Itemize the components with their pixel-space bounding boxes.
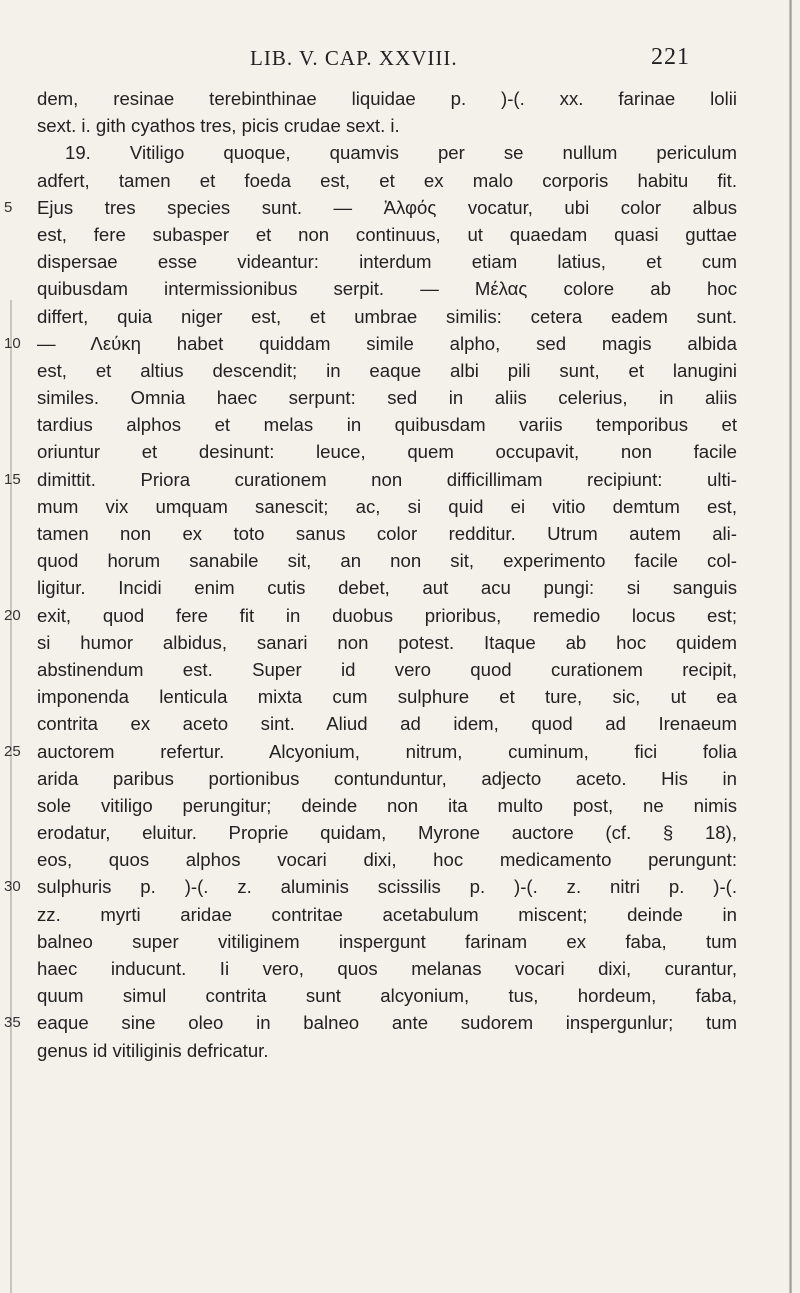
line-text: zz. myrti aridae contritae acetabulum miscent; deinde in bbox=[37, 903, 737, 925]
line-text: contrita ex aceto sint. Aliud ad idem, quod ad Irenaeum bbox=[37, 713, 737, 735]
text-line bbox=[4, 873, 737, 900]
line-text: eos, quos alphos vocari dixi, hoc medicamento perungunt: bbox=[37, 849, 737, 871]
text-line bbox=[37, 384, 737, 411]
text-line bbox=[37, 955, 737, 982]
line-text: dispersae esse videantur: interdum etiam latius, et cum bbox=[37, 251, 737, 273]
line-text: dem, resinae terebinthinae liquidae p. )-(. xx. farinae lolii bbox=[37, 88, 737, 109]
line-text: haec inducunt. Ii vero, quos melanas vocari dixi, curantur, bbox=[37, 958, 737, 979]
text-line bbox=[37, 1037, 737, 1064]
line-text: exit, quod fere fit in duobus prioribus, remedio locus est; bbox=[37, 604, 737, 626]
line-text: sole vitiligo perungitur; deinde non ita multo post, ne nimis bbox=[37, 794, 737, 816]
line-text: quibusdam intermissionibus serpit. — Μέλας colore ab hoc bbox=[37, 278, 737, 300]
line-text: ligitur. Incidi enim cutis debet, aut acu pungi: si sanguis bbox=[37, 577, 737, 599]
text-line bbox=[37, 221, 737, 248]
line-text: eaque sine oleo in balneo ante sudorem inspergunlur; tum bbox=[37, 1012, 737, 1034]
text-line bbox=[37, 901, 737, 928]
line-text: dimittit. Priora curationem non difficillimam recipiunt: ulti- bbox=[37, 468, 737, 490]
margin-line-number: 10 bbox=[4, 334, 21, 352]
line-text: differt, quia niger est, et umbrae similis: cetera eadem sunt. bbox=[37, 305, 737, 327]
line-text: est, et altius descendit; in eaque albi pili sunt, et lanugini bbox=[37, 359, 737, 381]
page-number: 221 bbox=[651, 44, 690, 70]
text-line bbox=[37, 520, 737, 547]
text-line bbox=[37, 357, 737, 384]
line-text: oriuntur et desinunt: leuce, quem occupavit, non facile bbox=[37, 441, 737, 463]
text-line bbox=[37, 846, 737, 873]
margin-line-number: 5 bbox=[4, 198, 13, 216]
line-text: sext. i. gith cyathos tres, picis crudae sext. i. bbox=[37, 115, 400, 137]
page-edge-shadow bbox=[789, 0, 792, 1293]
text-line bbox=[37, 493, 737, 520]
line-text: tamen non ex toto sanus color redditur. Utrum autem ali- bbox=[37, 523, 737, 544]
text-line bbox=[37, 792, 737, 819]
line-text: Ejus tres species sunt. — Ἀλφός vocatur, ubi color albus bbox=[37, 196, 737, 218]
body-text bbox=[4, 85, 737, 1064]
line-text: est, fere subasper et non continuus, ut quaedam quasi guttae bbox=[37, 223, 737, 245]
text-line bbox=[37, 85, 737, 112]
margin-line-number: 15 bbox=[4, 470, 21, 488]
margin-line-number: 30 bbox=[4, 878, 21, 896]
line-text: erodatur, eluitur. Proprie quidam, Myrone auctore (cf. § 18), bbox=[37, 822, 737, 844]
text-line bbox=[37, 928, 737, 955]
line-text: quum simul contrita sunt alcyonium, tus, hordeum, faba, bbox=[37, 985, 737, 1007]
line-text: auctorem refertur. Alcyonium, nitrum, cuminum, fici folia bbox=[37, 740, 737, 762]
text-line bbox=[4, 194, 737, 221]
margin-line-number: 35 bbox=[4, 1014, 21, 1032]
line-text: tardius alphos et melas in quibusdam variis temporibus et bbox=[37, 414, 737, 436]
text-line bbox=[37, 574, 737, 601]
line-text: sulphuris p. )-(. z. aluminis scissilis p. )-(. z. nitri p. )-(. bbox=[37, 876, 737, 898]
text-line bbox=[4, 330, 737, 357]
text-line bbox=[37, 139, 737, 166]
line-text: mum vix umquam sanescit; ac, si quid ei vitio demtum est, bbox=[37, 495, 737, 517]
text-line bbox=[4, 602, 737, 629]
text-line bbox=[4, 466, 737, 493]
running-title: LIB. V. CAP. XXVIII. bbox=[250, 46, 458, 70]
line-text: genus id vitiliginis defricatur. bbox=[37, 1039, 269, 1061]
text-line bbox=[4, 1009, 737, 1036]
line-text: balneo super vitiliginem inspergunt farinam ex faba, tum bbox=[37, 930, 737, 952]
line-text: si humor albidus, sanari non potest. Itaque ab hoc quidem bbox=[37, 631, 737, 653]
text-line bbox=[37, 411, 737, 438]
page-gutter-line bbox=[10, 300, 12, 1293]
text-line bbox=[37, 765, 737, 792]
page-header bbox=[250, 40, 690, 76]
text-line bbox=[37, 167, 737, 194]
line-text: abstinendum est. Super id vero quod curationem recipit, bbox=[37, 658, 737, 680]
line-text: — Λεύκη habet quiddam simile alpho, sed magis albida bbox=[37, 332, 737, 354]
text-line bbox=[4, 738, 737, 765]
line-text: arida paribus portionibus contunduntur, adjecto aceto. His in bbox=[37, 767, 737, 789]
text-line bbox=[37, 112, 737, 139]
line-text: adfert, tamen et foeda est, et ex malo corporis habitu fit. bbox=[37, 169, 737, 191]
text-line bbox=[37, 982, 737, 1009]
text-line bbox=[37, 819, 737, 846]
text-line bbox=[37, 303, 737, 330]
margin-line-number: 25 bbox=[4, 742, 21, 760]
text-line bbox=[37, 248, 737, 275]
line-text: 19. Vitiligo quoque, quamvis per se nullum periculum bbox=[65, 142, 737, 164]
text-line bbox=[37, 656, 737, 683]
text-line bbox=[37, 275, 737, 302]
line-text: quod horum sanabile sit, an non sit, experimento facile col- bbox=[37, 550, 737, 572]
text-line bbox=[37, 629, 737, 656]
margin-line-number: 20 bbox=[4, 606, 21, 624]
text-line bbox=[37, 710, 737, 737]
text-line bbox=[37, 683, 737, 710]
text-line bbox=[37, 547, 737, 574]
line-text: imponenda lenticula mixta cum sulphure et ture, sic, ut ea bbox=[37, 686, 737, 708]
text-line bbox=[37, 438, 737, 465]
line-text: similes. Omnia haec serpunt: sed in aliis celerius, in aliis bbox=[37, 387, 737, 409]
